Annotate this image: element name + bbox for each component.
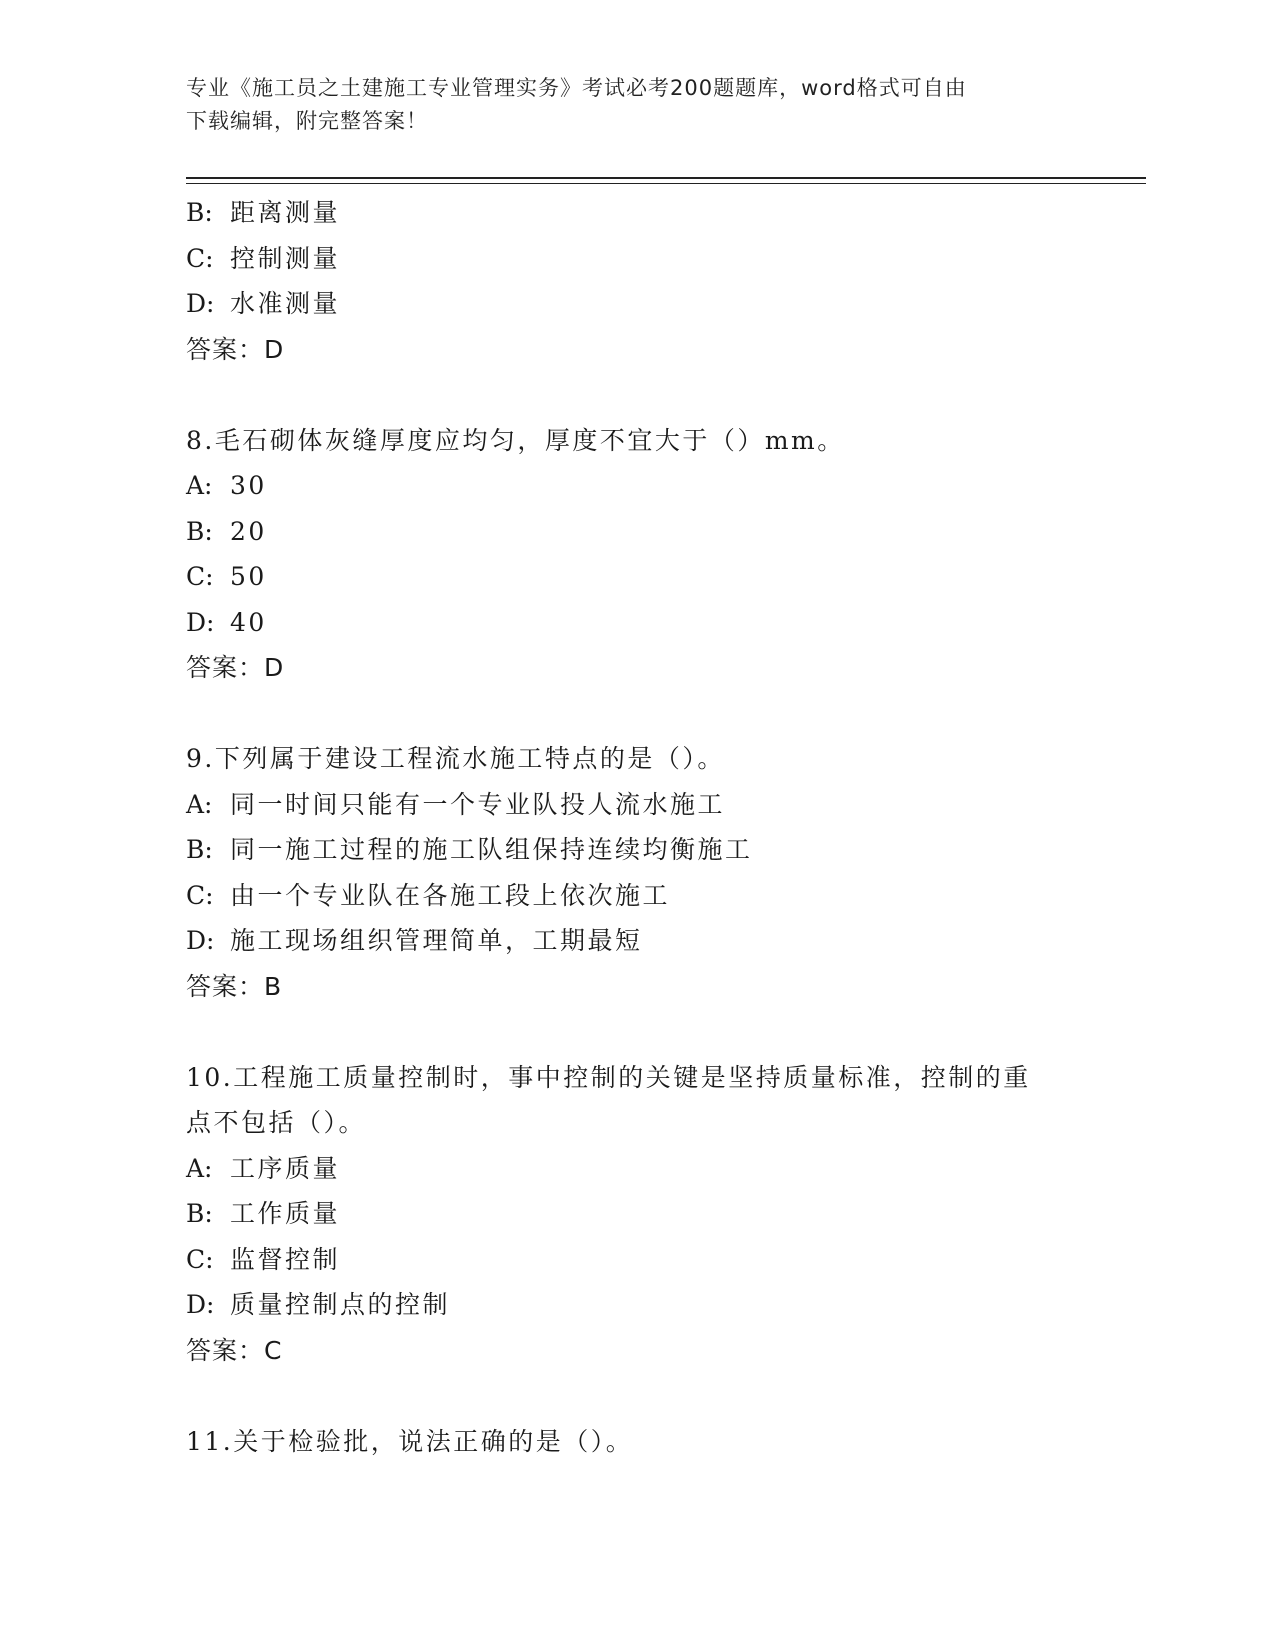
option-letter: A:	[186, 789, 213, 819]
document-header	[186, 72, 1076, 138]
question-block-10	[186, 1055, 1086, 1374]
option-c	[186, 873, 1086, 919]
option-text: 距离测量	[230, 198, 341, 227]
option-letter: D:	[186, 1290, 215, 1319]
question-block-9	[186, 736, 1086, 1009]
option-text: 20	[230, 516, 267, 546]
spacer	[186, 691, 1086, 737]
question-text: 8.毛石砌体灰缝厚度应均匀，厚度不宜大于（）mm。	[186, 425, 845, 455]
option-letter: C:	[186, 562, 214, 591]
question-list	[186, 190, 1086, 1464]
option-letter: A:	[186, 471, 213, 500]
option-a	[186, 463, 1086, 509]
question-block-11	[186, 1419, 1086, 1465]
option-letter: D:	[186, 607, 215, 637]
option-letter: B:	[186, 198, 213, 227]
option-text: 40	[230, 607, 267, 637]
option-text: 监督控制	[230, 1244, 341, 1274]
spacer	[186, 1009, 1086, 1055]
spacer	[186, 372, 1086, 418]
option-d	[186, 918, 1086, 964]
option-a	[186, 1146, 1086, 1192]
header-divider-thin	[186, 183, 1146, 184]
question-block-8	[186, 418, 1086, 691]
option-c	[186, 236, 1086, 282]
header-line-1: 专业《施工员之土建施工专业管理实务》考试必考200题题库，word格式可自由	[186, 76, 967, 100]
option-letter: A:	[186, 1153, 213, 1183]
option-letter: D:	[186, 926, 215, 955]
option-text: 30	[230, 471, 267, 500]
option-text: 控制测量	[230, 243, 341, 273]
option-text: 同一施工过程的施工队组保持连续均衡施工	[230, 835, 753, 864]
option-text: 水准测量	[230, 289, 341, 318]
answer-line: 答案：D	[186, 334, 285, 364]
option-text: 工作质量	[230, 1199, 341, 1228]
answer-line: 答案：B	[186, 971, 283, 1001]
question-block-partial	[186, 190, 1086, 372]
option-a	[186, 782, 1086, 828]
option-letter: C:	[186, 243, 214, 273]
question-text: 10.工程施工质量控制时，事中控制的关键是坚持质量标准，控制的重	[186, 1062, 1031, 1092]
option-b	[186, 827, 1086, 873]
option-b	[186, 1191, 1086, 1237]
header-line-2: 下载编辑，附完整答案！	[186, 109, 428, 133]
option-letter: C:	[186, 880, 214, 910]
option-letter: B:	[186, 1199, 213, 1228]
option-c	[186, 1237, 1086, 1283]
question-text-continued: 点不包括（）。	[186, 1108, 367, 1137]
option-letter: B:	[186, 835, 213, 864]
option-letter: B:	[186, 516, 213, 546]
option-b	[186, 509, 1086, 555]
option-text: 工序质量	[230, 1153, 341, 1183]
option-b	[186, 190, 1086, 236]
option-text: 50	[230, 562, 267, 591]
option-d	[186, 1282, 1086, 1328]
spacer	[186, 1373, 1086, 1419]
option-text: 质量控制点的控制	[230, 1290, 451, 1319]
option-text: 施工现场组织管理简单，工期最短	[230, 926, 643, 955]
question-text: 11.关于检验批，说法正确的是（）。	[186, 1426, 634, 1456]
answer-line: 答案：D	[186, 653, 285, 682]
option-letter: C:	[186, 1244, 214, 1274]
option-letter: D:	[186, 289, 215, 318]
question-text: 9.下列属于建设工程流水施工特点的是（）。	[186, 744, 725, 773]
option-d	[186, 281, 1086, 327]
option-text: 由一个专业队在各施工段上依次施工	[230, 880, 671, 910]
answer-line: 答案：C	[186, 1335, 283, 1365]
header-divider-thick	[186, 177, 1146, 179]
option-c	[186, 554, 1086, 600]
option-d	[186, 600, 1086, 646]
option-text: 同一时间只能有一个专业队投人流水施工	[230, 789, 726, 819]
